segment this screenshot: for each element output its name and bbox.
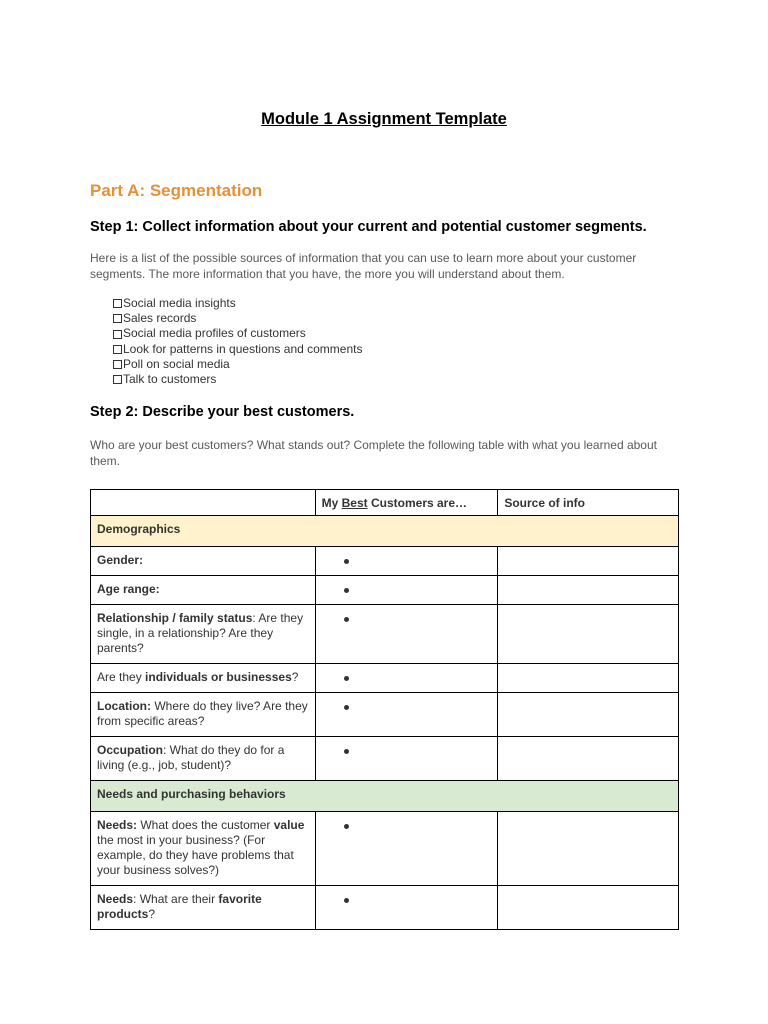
- row-label-bold: Needs:: [97, 818, 138, 832]
- row-label-needs-products: [91, 886, 316, 930]
- table-row: [91, 605, 679, 664]
- step2-heading: Step 2: Describe your best customers.: [90, 404, 355, 420]
- row-label-individuals: [91, 664, 316, 693]
- answer-cell[interactable]: [315, 664, 498, 693]
- answer-cell[interactable]: [315, 812, 498, 886]
- header-prefix: My: [321, 496, 342, 510]
- checklist-item-label: Sales records: [123, 311, 197, 326]
- bullet-icon: [344, 898, 349, 903]
- table-row: [91, 664, 679, 693]
- checklist-item[interactable]: [113, 342, 362, 357]
- table-row: [91, 576, 679, 605]
- header-cell-best-customers: [315, 490, 498, 516]
- answer-cell[interactable]: [315, 547, 498, 576]
- answer-cell[interactable]: [315, 693, 498, 737]
- row-label-occupation: [91, 737, 316, 781]
- table-row: [91, 737, 679, 781]
- header-cell-source: Source of info: [498, 490, 679, 516]
- answer-cell[interactable]: [315, 886, 498, 930]
- checklist-item-label: Poll on social media: [123, 356, 230, 371]
- source-cell[interactable]: [498, 693, 679, 737]
- row-label-relationship: [91, 605, 316, 664]
- row-label-text: : Are they single, in a relationship? Are they parents?: [97, 611, 304, 655]
- row-label-bold: Needs: [97, 892, 134, 906]
- table-row: [91, 812, 679, 886]
- header-suffix: Customers are…: [367, 496, 468, 510]
- row-label-bold: Relationship / family status: [97, 611, 253, 625]
- source-cell[interactable]: [498, 664, 679, 693]
- row-label-text: : What are their: [133, 892, 219, 906]
- bullet-icon: [344, 588, 349, 593]
- bullet-icon: [344, 705, 349, 710]
- row-label-text: the most in your business? (For example, do they have problems that your business solves?): [97, 833, 294, 877]
- row-label-bold: Age range:: [97, 582, 160, 596]
- source-cell[interactable]: [498, 576, 679, 605]
- sources-checklist: [113, 296, 362, 387]
- source-cell[interactable]: [498, 737, 679, 781]
- row-label-bold: Occupation: [97, 743, 164, 757]
- section-label: Demographics: [91, 516, 679, 547]
- section-label: Needs and purchasing behaviors: [91, 781, 679, 812]
- checklist-item[interactable]: [113, 311, 362, 326]
- answer-cell[interactable]: [315, 605, 498, 664]
- row-label-text: Where do they live? Are they from specific areas?: [97, 699, 308, 728]
- bullet-icon: [344, 617, 349, 622]
- row-label-bold: Location:: [97, 699, 151, 713]
- row-label-gender: [91, 547, 316, 576]
- step1-heading: Step 1: Collect information about your current and potential customer segments.: [90, 219, 647, 235]
- row-label-needs-value: [91, 812, 316, 886]
- checklist-item[interactable]: [113, 326, 362, 341]
- checklist-item[interactable]: [113, 296, 362, 311]
- header-emphasis: Best: [341, 496, 368, 510]
- best-customers-table: [90, 489, 679, 930]
- row-label-text: ?: [291, 670, 299, 684]
- checkbox-icon[interactable]: [113, 345, 122, 354]
- table-row: [91, 886, 679, 930]
- header-cell-empty: [91, 490, 316, 516]
- checklist-item-label: Social media insights: [123, 296, 236, 310]
- row-label-bold: favorite products: [97, 892, 262, 921]
- row-label-location: [91, 693, 316, 737]
- checklist-item-label: Talk to customers: [123, 372, 217, 387]
- bullet-icon: [344, 676, 349, 681]
- table-header-row: [91, 490, 679, 516]
- source-cell[interactable]: [498, 886, 679, 930]
- bullet-icon: [344, 824, 349, 829]
- checklist-item[interactable]: [113, 357, 362, 372]
- bullet-icon: [344, 559, 349, 564]
- source-cell[interactable]: [498, 812, 679, 886]
- row-label-bold: Gender:: [97, 553, 144, 567]
- row-label-text: ?: [148, 907, 156, 921]
- answer-cell[interactable]: [315, 576, 498, 605]
- checkbox-icon[interactable]: [113, 330, 122, 339]
- checkbox-icon[interactable]: [113, 375, 122, 384]
- source-cell[interactable]: [498, 605, 679, 664]
- table-row: [91, 693, 679, 737]
- checklist-item-label: Social media profiles of customers: [123, 326, 306, 341]
- checkbox-icon[interactable]: [113, 360, 122, 369]
- section-row-needs: [91, 781, 679, 812]
- checklist-item[interactable]: [113, 372, 362, 387]
- part-a-heading: Part A: Segmentation: [90, 181, 263, 200]
- bullet-icon: [344, 749, 349, 754]
- checkbox-icon[interactable]: [113, 299, 122, 308]
- source-cell[interactable]: [498, 547, 679, 576]
- checklist-item-label: Look for patterns in questions and comments: [123, 341, 363, 356]
- step1-intro: Here is a list of the possible sources of information that you can use to learn more about your customer segments. The more information that you have, the more you will understand about them.: [90, 251, 637, 281]
- row-label-text: Are they: [97, 670, 146, 684]
- section-row-demographics: [91, 516, 679, 547]
- row-label-text: What does the customer: [137, 818, 274, 832]
- table-row: [91, 547, 679, 576]
- checkbox-icon[interactable]: [113, 314, 122, 323]
- step2-intro: Who are your best customers? What stands out? Complete the following table with what you learned about them.: [90, 438, 657, 468]
- row-label-bold: individuals or businesses: [145, 670, 292, 684]
- answer-cell[interactable]: [315, 737, 498, 781]
- row-label-age: [91, 576, 316, 605]
- document-title: Module 1 Assignment Template: [261, 110, 507, 128]
- row-label-bold: value: [273, 818, 305, 832]
- row-label-text: : What do they do for a living (e.g., job, student)?: [97, 743, 285, 772]
